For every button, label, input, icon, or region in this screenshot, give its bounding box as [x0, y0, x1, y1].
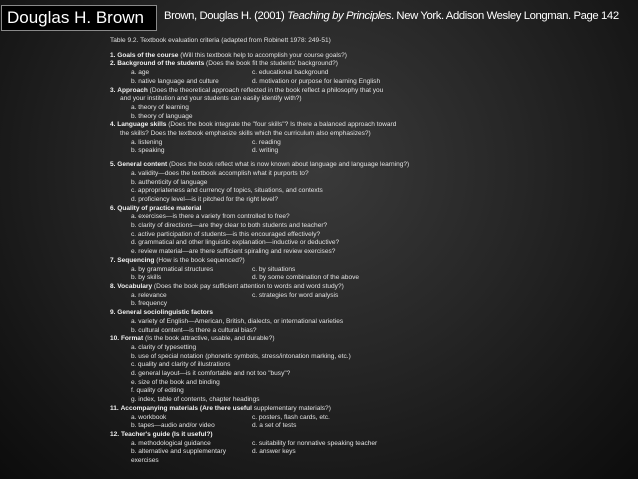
criterion-heading — [110, 257, 630, 266]
criterion-subpoint: b. native language and culture — [131, 77, 219, 85]
criterion-subpoint: c. strategies for word analysis — [252, 291, 339, 299]
criterion-title: Quality of practice material — [117, 204, 202, 212]
criterion-subpoint: a. variety of English—American, British, dialects, or international varieties — [131, 317, 344, 325]
criterion-heading — [110, 52, 630, 61]
author-label: Douglas H. Brown — [1, 5, 157, 31]
criterion-number: 1. — [110, 51, 116, 59]
criterion-title: General content — [117, 161, 168, 169]
criterion-subpoint: a. age — [131, 69, 150, 77]
criterion-heading — [110, 405, 630, 414]
table-caption: Table 9.2. Textbook evaluation criteria (adapted from Robinett 1978: 249-51) — [110, 37, 331, 44]
criterion-subpoint: f. quality of editing — [131, 387, 184, 395]
criterion-title: Vocabulary — [117, 282, 153, 290]
criterion-item — [110, 205, 630, 257]
criterion-subpoint: c. by situations — [252, 265, 296, 273]
criterion-number: 5. — [110, 161, 116, 169]
criterion-heading — [110, 309, 630, 318]
criterion-subpoint: b. tapes—audio and/or video — [131, 422, 215, 430]
criterion-heading — [110, 335, 630, 344]
criterion-subpoint-row — [110, 274, 630, 283]
criterion-title: Approach — [117, 86, 148, 94]
criterion-title: General sociolinguistic factors — [117, 309, 213, 317]
criterion-subpoint: b. use of special notation (phonetic symbols, stress/intonation marking, etc.) — [131, 352, 351, 360]
criterion-subpoint-row — [110, 139, 630, 148]
criterion-subpoint: c. posters, flash cards, etc. — [252, 413, 330, 421]
criterion-subpoint: b. speaking — [131, 147, 165, 155]
criterion-heading — [110, 205, 630, 214]
criterion-number: 10. — [110, 335, 120, 343]
criterion-question-continued: and your institution and your students can easily identify with?) — [120, 95, 302, 103]
criterion-number: 4. — [110, 121, 116, 129]
criterion-subpoint-row — [110, 69, 630, 78]
criterion-item — [110, 60, 630, 86]
criterion-subpoint-row — [110, 448, 630, 457]
criterion-title: Accompanying materials (Are there useful — [120, 404, 252, 412]
criterion-subpoint: b. theory of language — [131, 112, 193, 120]
criterion-title: Background of the students — [117, 60, 205, 68]
criterion-question: (Does the book pay sufficient attention to words and word study?) — [152, 282, 344, 290]
criterion-title: Sequencing — [117, 256, 155, 264]
criterion-subpoint: a. exercises—is there a variety from controlled to free? — [131, 213, 290, 221]
criterion-subpoint: a. methodological guidance — [131, 439, 211, 447]
criterion-number: 6. — [110, 204, 116, 212]
criterion-title: Goals of the course — [117, 51, 179, 59]
criterion-subpoint-row — [110, 78, 630, 87]
criterion-subpoint: d. proficiency level—is it pitched for the right level? — [131, 195, 279, 203]
criterion-subpoint: e. size of the book and binding — [131, 378, 220, 386]
criterion-subpoint: exercises — [131, 457, 159, 465]
criterion-heading — [110, 60, 630, 69]
criterion-question: (Does the book integrate the "four skills"? Is there a balanced approach toward — [166, 121, 397, 129]
criterion-number: 7. — [110, 256, 116, 264]
criterion-title: Teacher's guide (Is it useful?) — [120, 430, 213, 438]
textbook-criteria-table — [110, 37, 630, 466]
criterion-subpoint: c. active participation of students—is this encouraged effectively? — [131, 230, 321, 238]
criterion-number: 11. — [110, 404, 119, 412]
criterion-subpoint: c. quality and clarity of illustrations — [131, 361, 231, 369]
criterion-subpoint: b. by skills — [131, 274, 162, 282]
criterion-question: (How is the book sequenced?) — [154, 256, 245, 264]
criterion-subpoint: c. suitability for nonnative speaking teacher — [252, 439, 378, 447]
criterion-subpoint: a. listening — [131, 138, 163, 146]
criterion-item — [110, 405, 630, 431]
citation-publisher: . New York. Addison Wesley Longman. Page 142 — [390, 10, 619, 22]
criterion-heading — [110, 431, 630, 440]
criterion-number: 8. — [110, 282, 116, 290]
citation — [164, 10, 619, 22]
criterion-item — [110, 87, 630, 122]
criterion-subpoint: a. workbook — [131, 413, 167, 421]
criterion-subpoint: d. by some combination of the above — [252, 274, 359, 282]
criterion-number: 2. — [110, 60, 116, 68]
criterion-subpoint: c. appropriateness and currency of topics, situations, and contexts — [131, 187, 323, 195]
criterion-heading — [110, 161, 630, 170]
criterion-subpoint: a. theory of learning — [131, 103, 189, 111]
criterion-number: 3. — [110, 86, 116, 94]
criterion-heading — [110, 121, 630, 130]
criterion-subpoint: d. general layout—is it comfortable and not too "busy"? — [131, 370, 291, 378]
criterion-item — [110, 335, 630, 405]
criterion-subpoint: b. authenticity of language — [131, 178, 208, 186]
criterion-item — [110, 257, 630, 283]
criterion-subpoint: c. reading — [252, 138, 281, 146]
criterion-subpoint: d. grammatical and other linguistic explanation—inductive or deductive? — [131, 239, 340, 247]
criterion-item — [110, 431, 630, 466]
criterion-subpoint: a. relevance — [131, 291, 167, 299]
criterion-subpoint: b. cultural content—is there a cultural bias? — [131, 326, 257, 334]
criteria-list — [110, 52, 630, 466]
criterion-subpoint-row — [110, 266, 630, 275]
criterion-subpoint: g. index, table of contents, chapter headings — [131, 396, 260, 404]
criterion-subpoint: d. a set of tests — [252, 422, 297, 430]
criterion-subpoint: c. educational background — [252, 69, 329, 77]
criterion-title: Format — [120, 335, 144, 343]
criterion-item — [110, 52, 630, 61]
criterion-question: (Does the book fit the students' background?) — [204, 60, 338, 68]
criterion-title: Language skills — [117, 121, 167, 129]
criterion-heading — [110, 283, 630, 292]
criterion-item — [110, 309, 630, 335]
criterion-question: (Does the theoretical approach reflected in the book reflect a philosophy that you — [147, 86, 384, 94]
criterion-subpoint-row — [110, 300, 630, 309]
criterion-subpoint: b. frequency — [131, 300, 168, 308]
criterion-subpoint: d. motivation or purpose for learning English — [252, 77, 381, 85]
citation-author: Brown, Douglas H. (2001) — [164, 10, 288, 22]
criterion-subpoint-row — [110, 457, 630, 466]
criterion-subpoint-row — [110, 292, 630, 301]
criterion-subpoint: a. by grammatical structures — [131, 265, 214, 273]
criterion-number: 9. — [110, 309, 116, 317]
criterion-subpoint: a. clarity of typesetting — [131, 343, 197, 351]
criterion-item — [110, 121, 630, 156]
criterion-subpoint-row — [110, 440, 630, 449]
criterion-item — [110, 283, 630, 309]
criterion-item — [110, 161, 630, 205]
criterion-subpoint: e. review material—are there sufficient spiraling and review exercises? — [131, 248, 336, 256]
criterion-question-continued: the skills? Does the textbook emphasize skills which the curriculum also emphasizes?) — [120, 130, 371, 138]
criterion-number: 12. — [110, 430, 120, 438]
criterion-subpoint-row — [110, 147, 630, 156]
criterion-subpoint: d. answer keys — [252, 448, 296, 456]
criterion-question: supplementary materials?) — [251, 404, 331, 412]
criterion-subpoint: d. writing — [252, 147, 279, 155]
criterion-question: (Will this textbook help to accomplish your course goals?) — [178, 51, 347, 59]
criterion-subpoint: b. clarity of directions—are they clear to both students and teacher? — [131, 222, 328, 230]
criterion-subpoint: b. alternative and supplementary — [131, 448, 226, 456]
criterion-question: (Does the book reflect what is now known about language and language learning?) — [167, 161, 410, 169]
criterion-question: (Is the book attractive, usable, and durable?) — [143, 335, 275, 343]
criterion-heading — [110, 87, 630, 96]
citation-book-title: Teaching by Principles — [287, 10, 391, 22]
criterion-subpoint-row — [110, 414, 630, 423]
criterion-subpoint: a. validity—does the textbook accomplish what it purports to? — [131, 169, 309, 177]
criterion-subpoint-row — [110, 422, 630, 431]
